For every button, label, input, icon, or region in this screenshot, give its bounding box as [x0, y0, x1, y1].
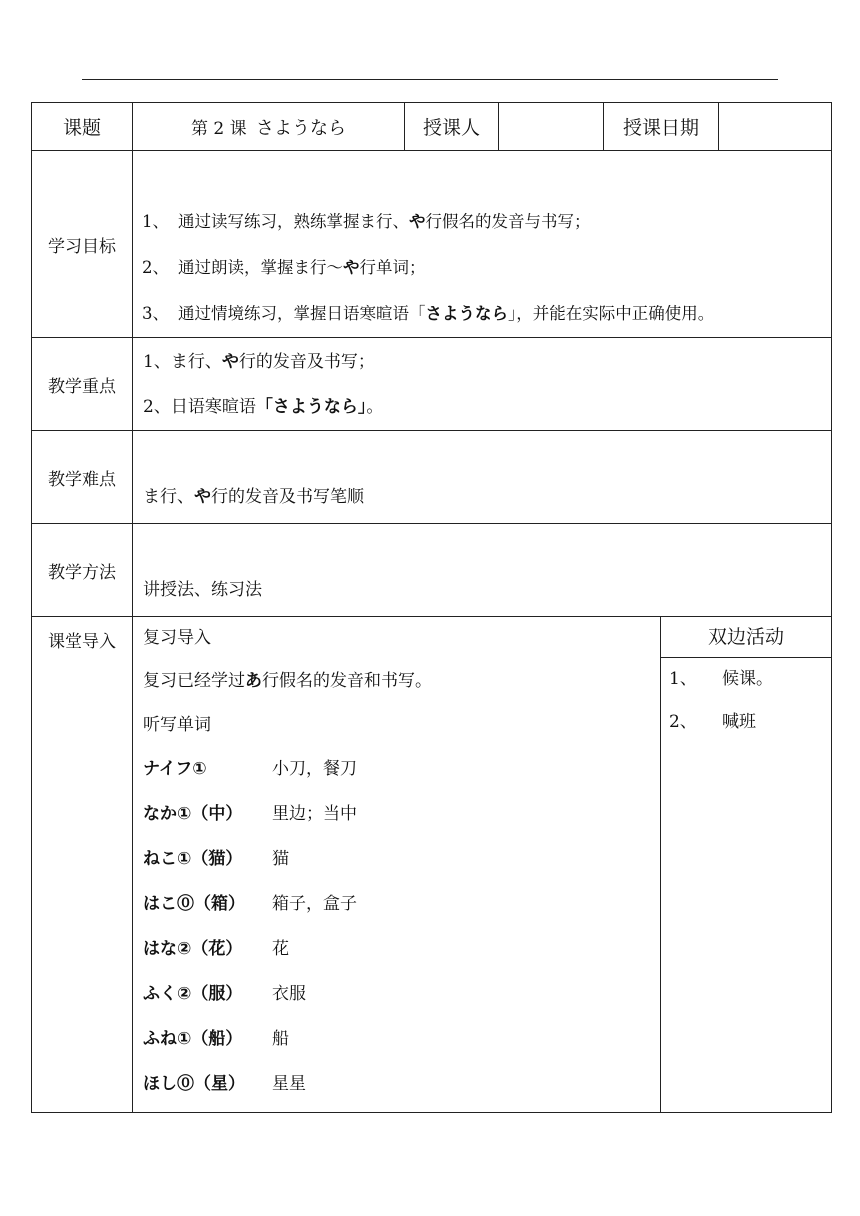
intro-label: 课堂导入 — [32, 617, 133, 1113]
vocab-item: ナイフ① 小刀，餐刀 — [143, 759, 357, 779]
lesson-title: さようなら — [256, 117, 347, 139]
objective-item: 1、 通过读写练习，熟练掌握ま行、や行假名的发音与书写； — [142, 212, 591, 231]
activities-cell — [661, 617, 832, 1113]
methods-row — [32, 524, 832, 617]
vocab-item: ふく②（服） 衣服 — [143, 984, 306, 1004]
difficulties-row — [32, 431, 832, 524]
activity-item: 1、 候课。 — [669, 669, 773, 689]
header-row — [32, 103, 832, 151]
key-points-row — [32, 338, 832, 431]
teacher-value — [499, 103, 604, 151]
activities-title: 双边活动 — [661, 617, 831, 658]
methods-content — [133, 524, 832, 617]
objectives-label: 学习目标 — [32, 151, 133, 338]
vocab-item: ふね①（船） 船 — [143, 1029, 289, 1049]
intro-row — [32, 617, 832, 1113]
header-rule — [82, 79, 778, 80]
lesson-number: 第 2 课 — [190, 118, 247, 139]
objectives-content — [133, 151, 832, 338]
key-point-line: 2、日语寒暄语「さようなら」。 — [143, 397, 384, 417]
difficulty-line: ま行、や行的发音及书写笔顺 — [143, 487, 364, 507]
difficulties-label: 教学难点 — [32, 431, 133, 524]
objectives-row — [32, 151, 832, 338]
objective-item: 2、 通过朗读，掌握ま行～や行单词； — [142, 258, 426, 277]
intro-content — [133, 617, 661, 1113]
methods-text: 讲授法、练习法 — [143, 580, 262, 600]
lesson-plan-table — [31, 102, 832, 1113]
review-line: 复习已经学过あ行假名的发音和书写。 — [143, 671, 432, 691]
vocab-item: なか①（中） 里边；当中 — [143, 804, 357, 824]
vocab-item: ほし⓪（星） 星星 — [143, 1074, 306, 1094]
date-label: 授课日期 — [604, 103, 719, 151]
vocab-item: ねこ①（猫） 猫 — [143, 849, 289, 869]
topic-label: 课题 — [32, 103, 133, 151]
intro-title: 复习导入 — [143, 628, 211, 648]
difficulties-content — [133, 431, 832, 524]
lesson-title-cell — [133, 103, 405, 151]
dictation-title: 听写单词 — [143, 715, 211, 735]
objective-item: 3、 通过情境练习，掌握日语寒暄语「さようなら」，并能在实际中正确使用。 — [142, 304, 715, 323]
teacher-label: 授课人 — [405, 103, 499, 151]
activity-item: 2、 喊班 — [669, 712, 756, 732]
key-points-content — [133, 338, 832, 431]
vocab-item: はこ⓪（箱） 箱子，盒子 — [143, 894, 357, 914]
date-value — [719, 103, 832, 151]
methods-label: 教学方法 — [32, 524, 133, 617]
key-point-line: 1、ま行、や行的发音及书写； — [143, 352, 375, 372]
key-points-label: 教学重点 — [32, 338, 133, 431]
vocab-item: はな②（花） 花 — [143, 939, 289, 959]
